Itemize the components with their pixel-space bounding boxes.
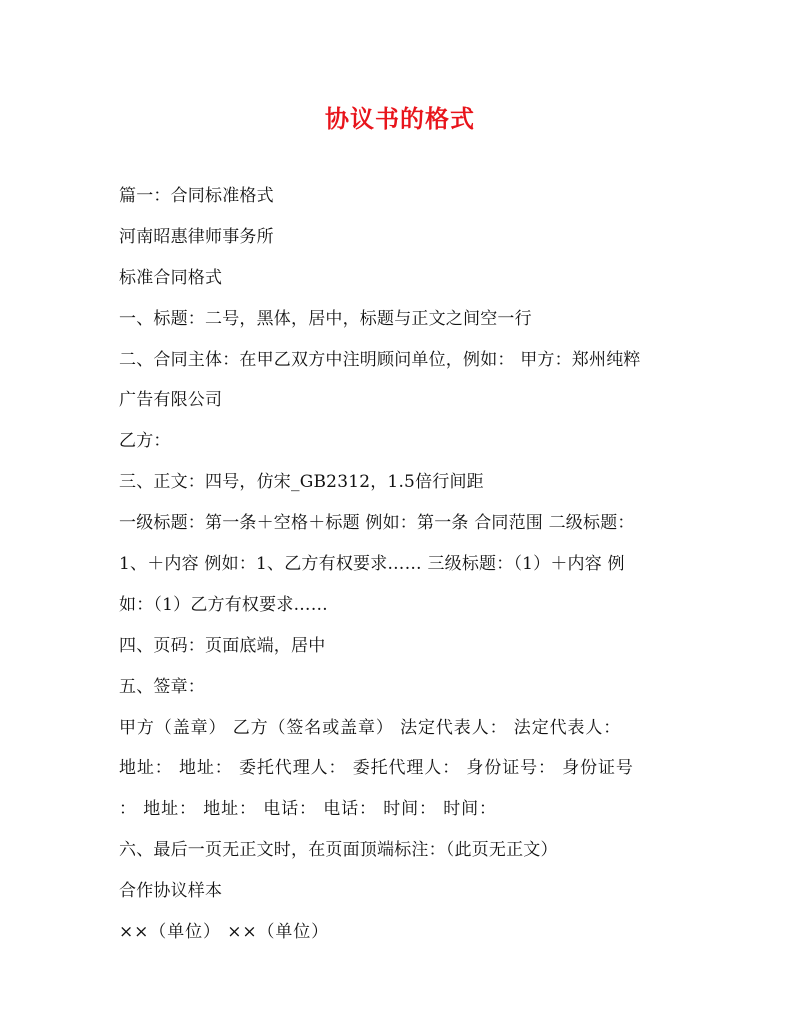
line-cooperation-sample: 合作协议样本 bbox=[119, 881, 223, 902]
line-parties-rule: 二、合同主体：在甲乙双方中注明顾问单位，例如： 甲方：郑州纯粹 bbox=[119, 349, 641, 370]
line-law-firm: 河南昭惠律师事务所 bbox=[119, 226, 274, 247]
line-signature-parties: 甲方（盖章） 乙方（签名或盖章） 法定代表人： 法定代表人： bbox=[119, 717, 622, 738]
line-signature-addresses: 地址： 地址： 委托代理人： 委托代理人： 身份证号： 身份证号 bbox=[119, 758, 634, 779]
document-body bbox=[119, 176, 684, 953]
document-title: 协议书的格式 bbox=[325, 104, 475, 133]
line-last-page-rule: 六、最后一页无正文时，在页面顶端标注：（此页无正文） bbox=[119, 840, 558, 861]
line-page-number-rule: 四、页码：页面底端，居中 bbox=[119, 635, 326, 656]
line-heading-levels: 一级标题：第一条＋空格＋标题 例如：第一条 合同范围 二级标题： bbox=[119, 513, 635, 534]
line-heading-example: 如：（1）乙方有权要求…… bbox=[119, 594, 328, 615]
line-heading-levels-continued: 1、＋内容 例如：1、乙方有权要求…… 三级标题：（1）＋内容 例 bbox=[119, 554, 625, 575]
line-title-rule: 一、标题：二号，黑体，居中，标题与正文之间空一行 bbox=[119, 308, 532, 329]
line-body-rule: 三、正文：四号，仿宋_GB2312，1.5倍行间距 bbox=[119, 472, 484, 493]
line-standard-format: 标准合同格式 bbox=[119, 267, 223, 288]
line-signature-rule: 五、签章： bbox=[119, 676, 205, 697]
line-units: ××（单位） ××（单位） bbox=[119, 922, 330, 943]
line-signature-contacts: ： 地址： 地址： 电话： 电话： 时间： 时间： bbox=[119, 799, 497, 820]
line-party-b: 乙方： bbox=[119, 431, 171, 452]
line-party-a-continued: 广告有限公司 bbox=[119, 390, 223, 411]
line-section-one: 篇一：合同标准格式 bbox=[119, 186, 274, 206]
